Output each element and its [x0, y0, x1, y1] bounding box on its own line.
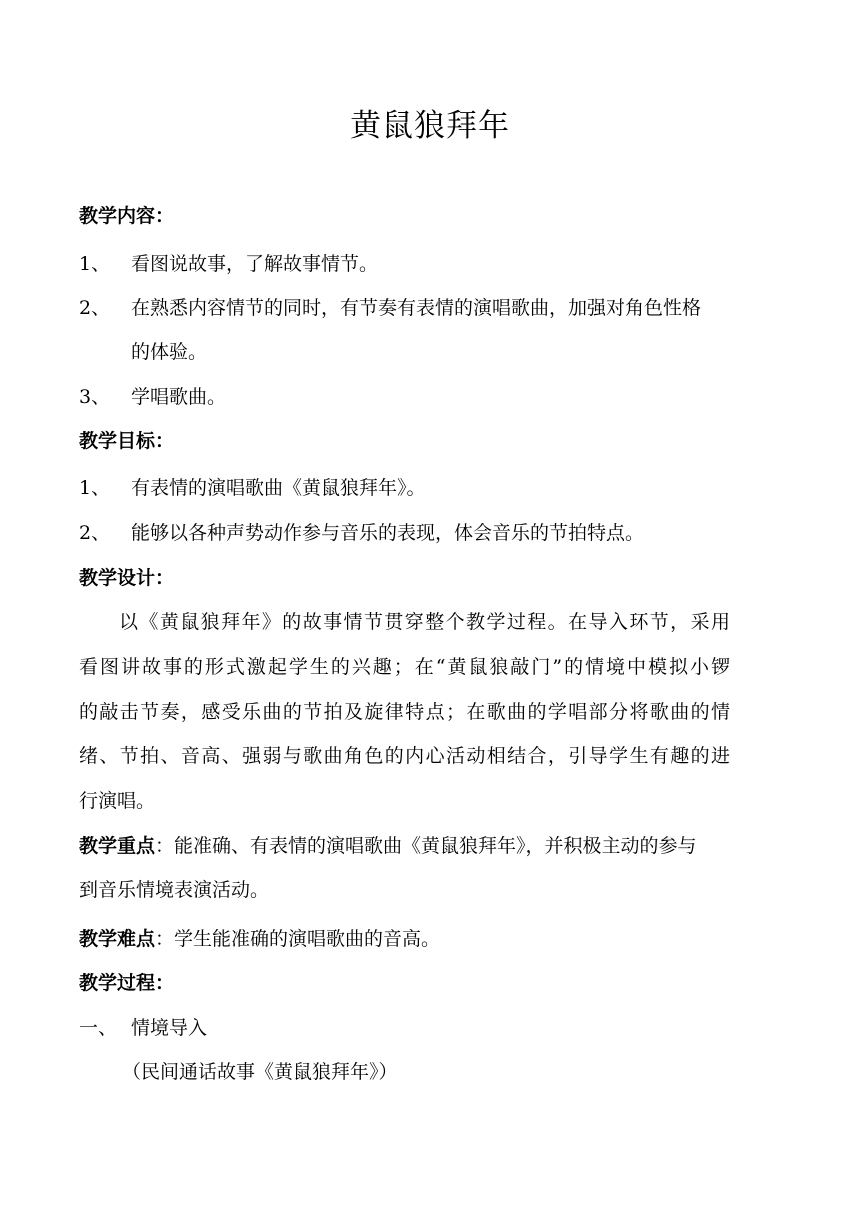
content-item-3-number: 3、	[79, 386, 111, 408]
content-item-1-number: 1、	[79, 253, 111, 275]
design-paragraph-line-2: 看图讲故事的形式激起学生的兴趣；在“黄鼠狼敲门”的情境中模拟小锣	[79, 656, 730, 678]
goals-item-2	[79, 518, 739, 548]
design-paragraph-line-1: 以《黄鼠狼拜年》的故事情节贯穿整个教学过程。在导入环节，采用	[119, 611, 730, 633]
document-title: 黄鼠狼拜年	[350, 108, 510, 144]
content-item-3	[79, 382, 739, 412]
process-step-1-note: （民间通话故事《黄鼠狼拜年》）	[122, 1061, 398, 1083]
goals-item-1-number: 1、	[79, 477, 111, 499]
key-point-line-1	[79, 831, 739, 861]
content-item-2-number: 2、	[79, 297, 111, 319]
difficulty-line	[79, 924, 739, 954]
content-item-1-text: 看图说故事，了解故事情节。	[131, 253, 379, 275]
design-heading: 教学设计：	[79, 567, 175, 589]
design-paragraph-line-4: 绪、节拍、音高、强弱与歌曲角色的内心活动相结合，引导学生有趣的进	[79, 745, 730, 767]
key-point-line-2: 到音乐情境表演活动。	[79, 879, 270, 901]
goals-heading: 教学目标：	[79, 430, 175, 452]
process-heading: 教学过程：	[79, 972, 175, 994]
process-step-1-text: 情境导入	[131, 1017, 208, 1039]
key-point-text: ：能准确、有表情的演唱歌曲《黄鼠狼拜年》，并积极主动的参与	[155, 835, 697, 857]
design-paragraph-line-3: 的敲击节奏，感受乐曲的节拍及旋律特点；在歌曲的学唱部分将歌曲的情	[79, 701, 730, 723]
goals-item-2-text: 能够以各种声势动作参与音乐的表现，体会音乐的节拍特点。	[131, 522, 645, 544]
process-step-1-number: 一、	[79, 1017, 118, 1039]
content-item-2-continuation: 的体验。	[131, 341, 208, 363]
goals-item-2-number: 2、	[79, 522, 111, 544]
key-point-label: 教学重点	[79, 835, 156, 857]
goals-item-1-text: 有表情的演唱歌曲《黄鼠狼拜年》。	[131, 477, 426, 499]
content-item-2-text: 在熟悉内容情节的同时，有节奏有表情的演唱歌曲，加强对角色性格	[131, 297, 702, 319]
process-step-1	[79, 1013, 739, 1043]
goals-item-1	[79, 473, 739, 503]
content-heading: 教学内容：	[79, 205, 175, 227]
content-item-2	[79, 293, 739, 323]
difficulty-text: ：学生能准确的演唱歌曲的音高。	[155, 928, 441, 950]
design-paragraph-line-5: 行演唱。	[79, 790, 156, 812]
content-item-1	[79, 249, 739, 279]
difficulty-label: 教学难点	[79, 928, 156, 950]
content-item-3-text: 学唱歌曲。	[131, 386, 227, 408]
